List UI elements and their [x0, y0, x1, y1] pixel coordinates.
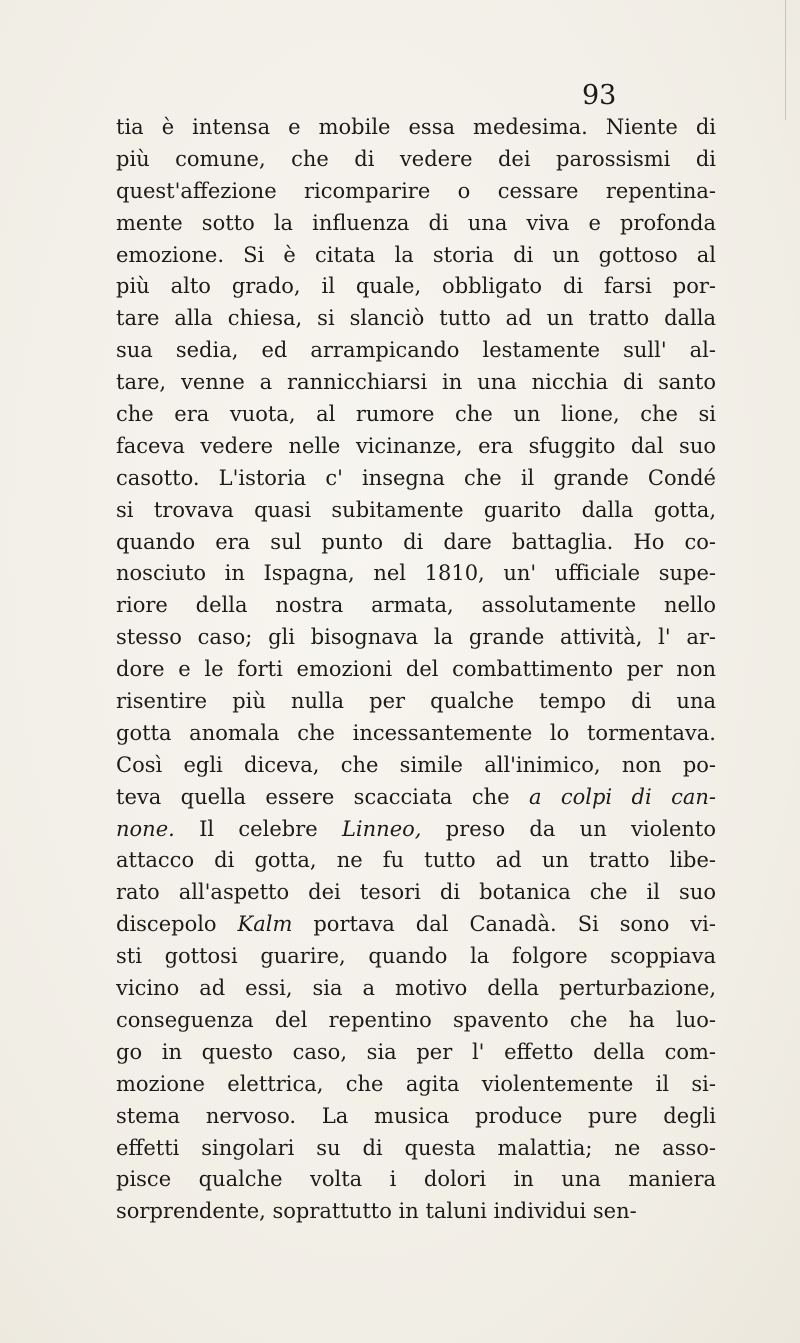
text-segment: portava dal Canadà. Si sono vi-	[292, 912, 716, 937]
text-line	[116, 367, 716, 399]
text-line	[116, 1133, 716, 1165]
text-segment: più alto grado, il quale, obbligato di farsi por-	[116, 274, 716, 299]
text-line	[116, 973, 716, 1005]
text-line	[116, 1101, 716, 1133]
text-line	[116, 718, 716, 750]
text-segment: faceva vedere nelle vicinanze, era sfuggito dal suo	[116, 433, 716, 458]
text-line	[116, 463, 716, 495]
text-line	[116, 686, 716, 718]
text-line	[116, 208, 716, 240]
body-text	[116, 112, 716, 1228]
text-segment: casotto. L'istoria c' insegna che il grande Condé	[116, 465, 716, 490]
text-segment: stema nervoso. La musica produce pure degli	[116, 1103, 716, 1128]
text-line	[116, 782, 716, 814]
text-line	[116, 144, 716, 176]
page-edge-line	[785, 0, 786, 120]
text-line	[116, 1037, 716, 1069]
text-segment: nosciuto in Ispagna, nel 1810, un' ufficiale supe-	[116, 561, 716, 586]
text-line	[116, 558, 716, 590]
text-segment: Così egli diceva, che simile all'inimico, non po-	[116, 752, 716, 777]
text-line	[116, 1196, 716, 1228]
text-segment: stesso caso; gli bisognava la grande attività, l' ar-	[116, 625, 716, 650]
text-line	[116, 909, 716, 941]
text-line	[116, 1005, 716, 1037]
text-segment: rato all'aspetto dei tesori di botanica che il suo	[116, 880, 716, 905]
text-line	[116, 1164, 716, 1196]
text-segment: conseguenza del repentino spavento che ha luo-	[116, 1007, 716, 1032]
text-segment: che era vuota, al rumore che un lione, che si	[116, 402, 716, 427]
text-segment: mozione elettrica, che agita violentemente il si-	[116, 1071, 716, 1096]
text-segment: attacco di gotta, ne fu tutto ad un tratto libe-	[116, 848, 716, 873]
text-segment: Il celebre	[174, 816, 342, 841]
text-line	[116, 527, 716, 559]
text-segment: effetti singolari su di questa malattia; ne asso-	[116, 1135, 716, 1160]
text-segment: teva quella essere scacciata che	[116, 784, 529, 809]
text-line	[116, 303, 716, 335]
text-segment: preso da un violento	[421, 816, 716, 841]
text-line	[116, 654, 716, 686]
text-segment: pisce qualche volta i dolori in una maniera	[116, 1167, 716, 1192]
text-line	[116, 814, 716, 846]
text-segment: riore della nostra armata, assolutamente nello	[116, 593, 716, 618]
text-segment: go in questo caso, sia per l' effetto della com-	[116, 1039, 716, 1064]
page-number: 93	[582, 80, 617, 111]
italic-text: Linneo,	[341, 816, 422, 841]
text-segment: vicino ad essi, sia a motivo della perturbazione,	[116, 976, 716, 1001]
text-line	[116, 750, 716, 782]
text-line	[116, 399, 716, 431]
italic-text: a colpi di can-	[528, 784, 716, 809]
text-line	[116, 495, 716, 527]
text-line	[116, 335, 716, 367]
text-segment: si trovava quasi subitamente guarito dalla gotta,	[116, 497, 716, 522]
text-line	[116, 240, 716, 272]
text-segment: quest'affezione ricomparire o cessare repentina-	[116, 178, 716, 203]
text-segment: tare alla chiesa, si slanciò tutto ad un tratto dalla	[116, 306, 716, 331]
text-line	[116, 590, 716, 622]
text-segment: quando era sul punto di dare battaglia. Ho co-	[116, 529, 716, 554]
text-line	[116, 877, 716, 909]
text-segment: risentire più nulla per qualche tempo di una	[116, 689, 716, 714]
text-line	[116, 176, 716, 208]
text-segment: gotta anomala che incessantemente lo tormentava.	[116, 720, 716, 745]
text-line	[116, 845, 716, 877]
text-segment: emozione. Si è citata la storia di un gottoso al	[116, 242, 716, 267]
text-line	[116, 112, 716, 144]
text-segment: sorprendente, soprattutto in taluni individui sen-	[116, 1199, 637, 1224]
text-line	[116, 271, 716, 303]
text-segment: tare, venne a rannicchiarsi in una nicchia di santo	[116, 370, 716, 395]
text-line	[116, 431, 716, 463]
italic-text: Kalm	[237, 912, 293, 937]
text-segment: dore e le forti emozioni del combattimento per non	[116, 657, 716, 682]
text-line	[116, 941, 716, 973]
text-segment: sua sedia, ed arrampicando lestamente sull' al-	[116, 338, 716, 363]
text-line	[116, 1069, 716, 1101]
text-line	[116, 622, 716, 654]
italic-text: none.	[116, 816, 175, 841]
text-segment: discepolo	[116, 912, 238, 937]
text-segment: sti gottosi guarire, quando la folgore scoppiava	[116, 944, 716, 969]
text-segment: mente sotto la influenza di una viva e profonda	[116, 210, 716, 235]
text-segment: più comune, che di vedere dei parossismi di	[116, 146, 716, 171]
text-segment: tia è intensa e mobile essa medesima. Niente di	[116, 115, 716, 139]
